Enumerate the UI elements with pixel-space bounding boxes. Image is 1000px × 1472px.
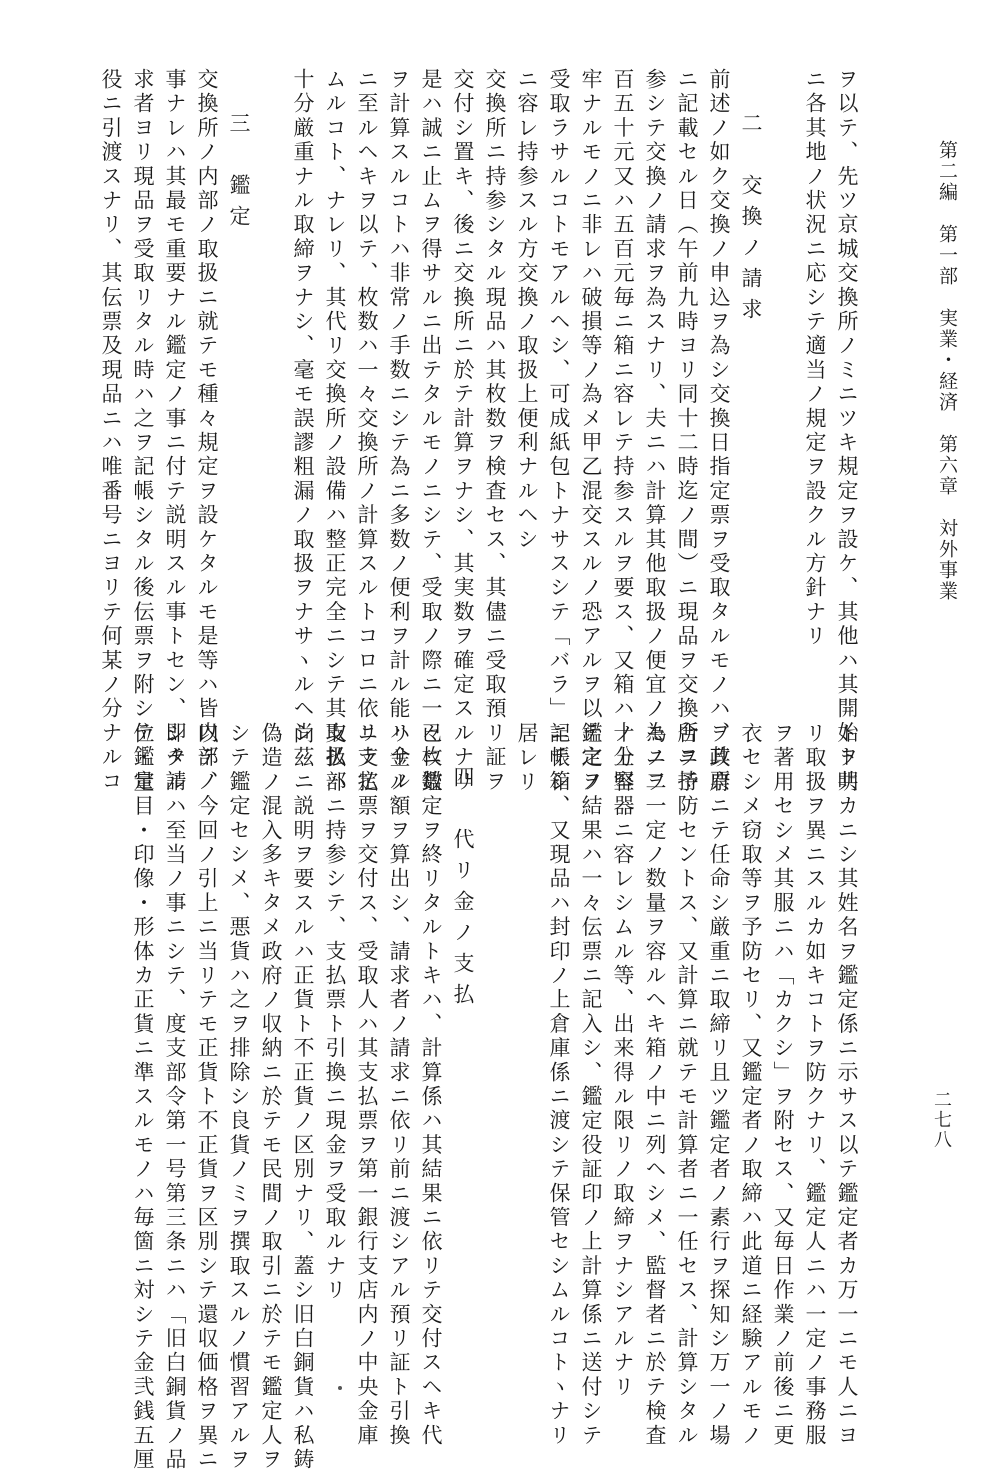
upper-text-column: 前述ノ如ク交換ノ申込ヲ為シ交換日指定票ヲ受取タルモノハ、其票 (707, 68, 731, 794)
upper-text-column: 十分厳重ナル取締ヲナシ、毫モ誤謬粗漏ノ取扱ヲナサヽルヘシ (291, 68, 315, 746)
lower-text-column: シテ鑑定セシメ、悪貨ハ之ヲ排除シ良貨ノミヲ撰取スルノ慣習アルヲ (227, 722, 251, 1472)
lower-text-column: 鑑定ノ結果ハ一々伝票ニ記入シ、鑑定役証印ノ上計算係ニ送付シテ (579, 722, 603, 1448)
lower-text-column: 已ニ鑑定ヲ終リタルトキハ、計算係ハ其結果ニ依リテ交付スヘキ代 (419, 722, 443, 1448)
upper-text-column: 受取ラサルコトモアルヘシ、可成紙包トナサスシテ「バラ」ニテ箱 (547, 68, 571, 794)
upper-text-column: 求者ヨリ現品ヲ受取リタル時ハ之ヲ記帳シタル後伝票ヲ附シテ鑑定 (131, 68, 155, 794)
lower-text-column: モノヲ一定ノ数量ヲ容ルヘキ箱ノ中ニ列ヘシメ、監督者ニ於テ検査 (643, 722, 667, 1448)
lower-text-column: リ取扱ヲ異ニスルカ如キコトヲ防クナリ、鑑定人ニハ一定ノ事務服 (803, 722, 827, 1448)
upper-text-column: 是ハ誠ニ止ムヲ得サルニ出テタルモノニシテ、受取ノ際ニ一々枚数 (419, 68, 443, 794)
upper-text-column: ニ各其地ノ状況ニ応シテ適当ノ規定ヲ設クル方針ナリ (803, 68, 827, 649)
lower-text-column: ニ支払票ヲ交付ス、受取人ハ其支払票ヲ第一銀行支店内ノ中央金庫 (355, 722, 379, 1448)
lower-text-column: 支払部ニ持参シテ、支払票ト引換ニ現金ヲ受取ルナリ (323, 722, 347, 1303)
lower-text-column: ヲ政府ニテ任命シ厳重ニ取締リ且ツ鑑定者ノ素行ヲ探知シ万一ノ場 (707, 722, 731, 1448)
upper-text-column: ヲ計算スルコトハ非常ノ手数ニシテ為ニ多数ノ便利ヲ計ル能ハサル (387, 68, 411, 794)
upper-text-column: 百五十元又ハ五百元毎ニ箱ニ容レテ持参スルヲ要ス、又箱ハ十分堅 (611, 68, 635, 794)
upper-text-column: ニ至ルヘキヲ以テ、枚数ハ一々交換所ノ計算スルトコロニ依リテ定 (355, 68, 379, 794)
upper-text-column: 牢ナルモノニ非レハ破損等ノ為メ甲乙混交スルノ恐アルヲ以テ之ヲ (579, 68, 603, 794)
upper-text-column: 交換所ノ内部ノ取扱ニ就テモ種々規定ヲ設ケタルモ是等ハ皆内部ノ (195, 68, 219, 794)
lower-text-column: 記帳シ、又現品ハ封印ノ上倉庫係ニ渡シテ保管セシムルコトヽナリ (547, 722, 571, 1448)
lower-text-column: 偽造ノ混入多キタメ政府ノ収納ニ於テモ民間ノ取引ニ於テモ鑑定人ヲ (259, 722, 283, 1472)
upper-text-column: 役ニ引渡スナリ、其伝票及現品ニハ唯番号ニヨリテ何某ノ分ナルコ (99, 68, 123, 794)
page-number: 二七八 (931, 1090, 952, 1150)
ink-speck (338, 1386, 342, 1390)
upper-text-column: ニ記載セル日（午前九時ヨリ同十二時迄ノ間）ニ現品ヲ交換所ニ持 (675, 68, 699, 794)
running-header: 第二編 第一部 実業・経済 第六章 対外事業 (936, 140, 958, 602)
lower-text-column: 以テ、今回ノ引上ニ当リテモ正貨ト不正貨ヲ区別シテ還収価格ヲ異ニ (195, 722, 219, 1472)
lower-text-column: 衣セシメ窃取等ヲ予防セリ、又鑑定者ノ取締ハ此道ニ経験アルモノ (739, 722, 763, 1448)
upper-text-column: 交付シ置キ、後ニ交換所ニ於テ計算ヲナシ、其実数ヲ確定スルナリ (451, 68, 475, 794)
upper-text-column: ムルコト、ナレリ、其代リ交換所ノ設備ハ整正完全ニシテ其取扱ハ (323, 68, 347, 794)
lower-text-column: 合ヲ予防セントス、又計算ニ就テモ計算者ニ一任セス、計算シタル (675, 722, 699, 1448)
upper-text-column: ヲ以テ、先ツ京城交換所ノミニツキ規定ヲ設ケ、其他ハ其開始ト共 (835, 68, 859, 794)
lower-text-column: シタルハ至当ノ事ニシテ、度支部令第一号第三条ニハ「旧白銅貨ノ品 (163, 722, 187, 1472)
upper-section-heading: 三 鑑定 (227, 112, 251, 236)
upper-text-column: 事ナレハ其最モ重要ナル鑑定ノ事ニ付テ説明スル事トセン、即チ請 (163, 68, 187, 794)
lower-text-column: 居レリ (515, 722, 539, 795)
upper-section-heading: 二 交換ノ請求 (739, 112, 763, 329)
lower-text-column: 位・量目・印像・形体カ正貨ニ準スルモノハ毎箇ニ対シテ金弐銭五厘 (131, 722, 155, 1472)
lower-text-column: ヲ著用セシメ其服ニハ「カクシ」ヲ附セス、又毎日作業ノ前後ニ更 (771, 722, 795, 1448)
upper-text-column: 参シテ交換ノ請求ヲ為スナリ、夫ニハ計算其他取扱ノ便宜ノ為ニ二 (643, 68, 667, 794)
lower-section-heading: 四 代リ金ノ支払 (451, 766, 475, 1014)
lower-text-column: 尚茲ニ説明ヲ要スルハ正貨ト不正貨ノ区別ナリ、蓋シ旧白銅貨ハ私鋳 (291, 722, 315, 1472)
lower-text-column: トヲ明カニシ其姓名ヲ鑑定係ニ示サス以テ鑑定者カ万一ニモ人ニヨ (835, 722, 859, 1448)
upper-text-column: ニ容レ持参スル方交換ノ取扱上便利ナルヘシ (515, 68, 539, 552)
upper-text-column: 交換所ニ持参シタル現品ハ其枚数ヲ検査セス、其儘ニ受取預リ証ヲ (483, 68, 507, 794)
lower-text-column: ノ上容器ニ容レシムル等、出来得ル限リノ取締ヲナシアルナリ (611, 722, 635, 1400)
lower-text-column: リ金ノ額ヲ算出シ、請求者ノ請求ニ依リ前ニ渡シアル預リ証ト引換 (387, 722, 411, 1448)
